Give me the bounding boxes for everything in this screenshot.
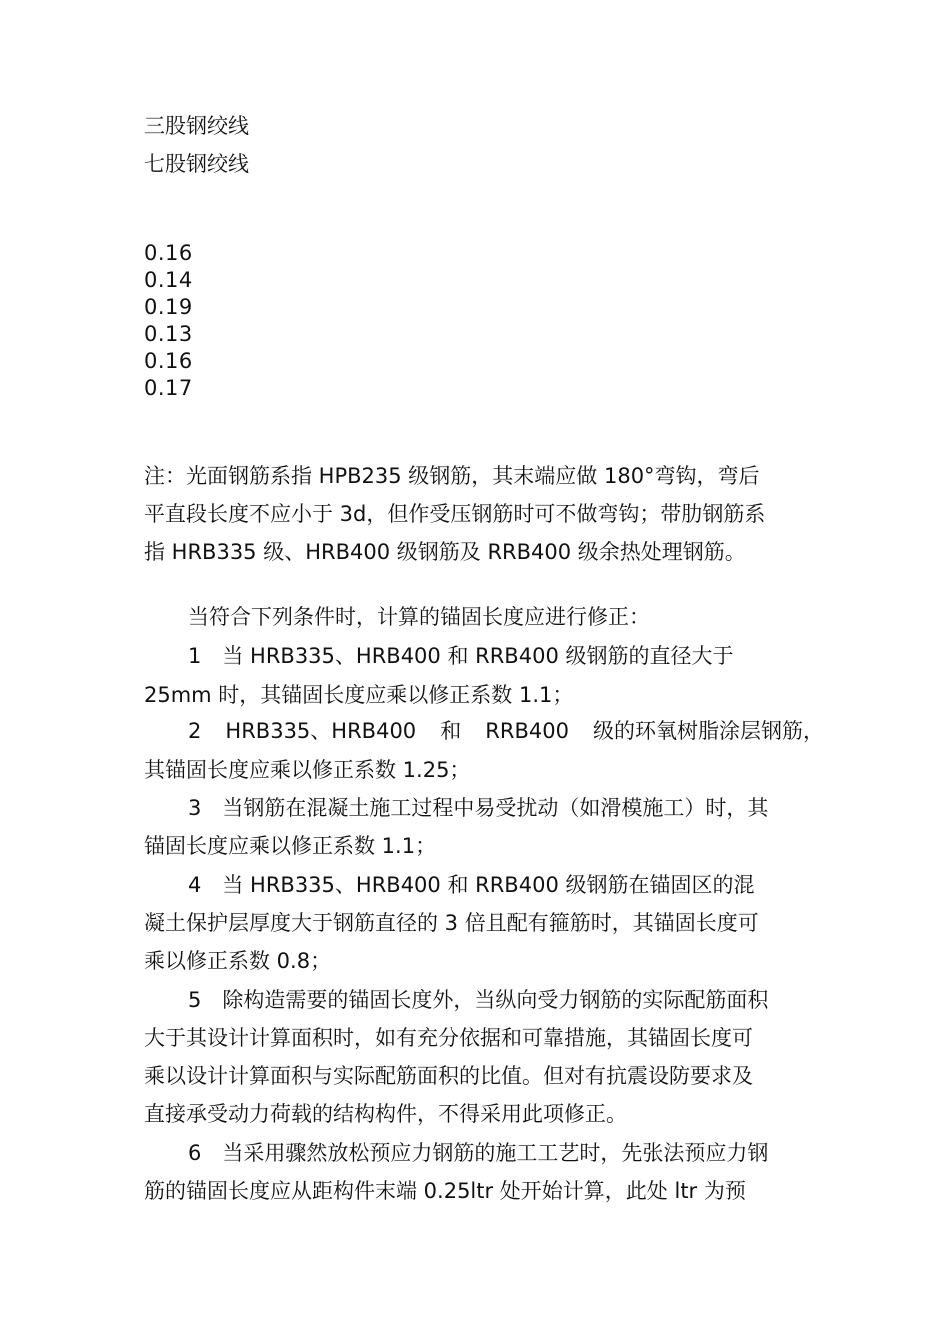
item-6-line-1: 6 当采用骤然放松预应力钢筋的施工工艺时，先张法预应力钢	[188, 1141, 769, 1165]
strand-type-3: 三股钢绞线	[144, 114, 249, 138]
note-line-2: 平直段长度不应小于 3d，但作受压钢筋时可不做弯钩；带肋钢筋系	[144, 502, 766, 526]
item-1-line-2: 25mm 时，其锚固长度应乘以修正系数 1.1；	[144, 683, 574, 707]
item-5-line-2: 大于其设计计算面积时，如有充分依据和可靠措施，其锚固长度可	[144, 1026, 753, 1050]
value-1: 0.16	[144, 241, 193, 265]
note-line-1: 注：光面钢筋系指 HPB235 级钢筋，其末端应做 180°弯钩，弯后	[144, 464, 760, 488]
item-2-and: 和	[440, 719, 462, 743]
item-1-line-1: 1 当 HRB335、HRB400 和 RRB400 级钢筋的直径大于	[188, 644, 734, 668]
item-4-line-3: 乘以修正系数 0.8；	[144, 949, 332, 973]
item-3-line-2: 锚固长度应乘以修正系数 1.1；	[144, 834, 437, 858]
value-6: 0.17	[144, 376, 193, 400]
value-5: 0.16	[144, 349, 193, 373]
item-2-line-1	[188, 718, 824, 745]
note-line-3: 指 HRB335 级、HRB400 级钢筋及 RRB400 级余热处理钢筋。	[144, 540, 746, 564]
strand-type-7: 七股钢绞线	[144, 152, 249, 176]
item-2-line-2: 其锚固长度应乘以修正系数 1.25；	[144, 758, 471, 782]
item-5-line-4: 直接承受动力荷载的结构构件，不得采用此项修正。	[144, 1102, 627, 1126]
item-4-line-2: 凝土保护层厚度大于钢筋直径的 3 倍且配有箍筋时，其锚固长度可	[144, 911, 759, 935]
item-2-grade-a: HRB335、HRB400	[225, 719, 417, 743]
value-2: 0.14	[144, 268, 193, 292]
item-3-line-1: 3 当钢筋在混凝土施工过程中易受扰动（如滑模施工）时，其	[188, 796, 769, 820]
item-4-line-1: 4 当 HRB335、HRB400 和 RRB400 级钢筋在锚固区的混	[188, 873, 755, 897]
item-2-grade-b: RRB400	[485, 719, 569, 743]
item-5-line-3: 乘以设计计算面积与实际配筋面积的比值。但对有抗震设防要求及	[144, 1064, 753, 1088]
item-2-tail: 级的环氧树脂涂层钢筋，	[592, 719, 824, 743]
value-4: 0.13	[144, 322, 193, 346]
value-3: 0.19	[144, 295, 193, 319]
section-intro: 当符合下列条件时，计算的锚固长度应进行修正：	[188, 605, 650, 629]
item-5-line-1: 5 除构造需要的锚固长度外，当纵向受力钢筋的实际配筋面积	[188, 988, 769, 1012]
item-6-line-2: 筋的锚固长度应从距构件末端 0.25ltr 处开始计算，此处 ltr 为预	[144, 1179, 746, 1203]
item-2-number: 2	[188, 719, 202, 743]
